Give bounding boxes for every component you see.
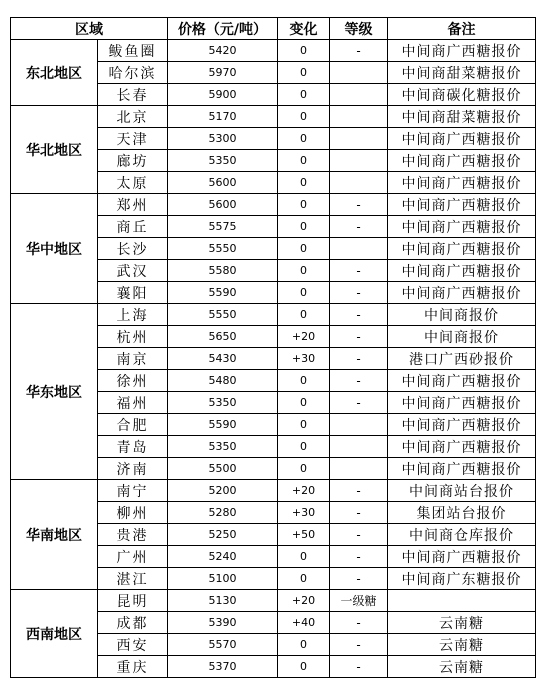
table-row [11,590,536,612]
price-cell: 5430 [168,348,278,370]
note-cell: 中间商广西糖报价 [388,128,536,150]
header-region: 区域 [11,18,168,40]
note-cell: 云南糖 [388,656,536,678]
city-cell: 郑州 [98,194,168,216]
region-name: 华东地区 [11,304,98,480]
note-cell: 中间商甜菜糖报价 [388,62,536,84]
grade-cell [330,172,388,194]
city-cell: 徐州 [98,370,168,392]
change-cell: 0 [278,634,330,656]
price-cell: 5600 [168,172,278,194]
change-cell: 0 [278,392,330,414]
note-cell: 中间商广西糖报价 [388,282,536,304]
grade-cell: - [330,194,388,216]
price-cell: 5170 [168,106,278,128]
price-cell: 5370 [168,656,278,678]
note-cell: 中间商广西糖报价 [388,414,536,436]
grade-cell: - [330,282,388,304]
price-cell: 5570 [168,634,278,656]
price-cell: 5130 [168,590,278,612]
city-cell: 成都 [98,612,168,634]
price-cell: 5590 [168,282,278,304]
region-name: 华中地区 [11,194,98,304]
price-cell: 5650 [168,326,278,348]
note-cell: 云南糖 [388,612,536,634]
change-cell: 0 [278,370,330,392]
note-cell: 中间商广西糖报价 [388,436,536,458]
change-cell: 0 [278,238,330,260]
city-cell: 长春 [98,84,168,106]
city-cell: 商丘 [98,216,168,238]
city-cell: 上海 [98,304,168,326]
change-cell: 0 [278,216,330,238]
price-cell: 5350 [168,392,278,414]
city-cell: 昆明 [98,590,168,612]
change-cell: 0 [278,172,330,194]
change-cell: 0 [278,62,330,84]
grade-cell [330,414,388,436]
price-cell: 5500 [168,458,278,480]
change-cell: +40 [278,612,330,634]
price-cell: 5480 [168,370,278,392]
note-cell: 中间商广西糖报价 [388,194,536,216]
grade-cell [330,128,388,150]
header-change: 变化 [278,18,330,40]
note-cell: 中间商广西糖报价 [388,392,536,414]
grade-cell: - [330,480,388,502]
change-cell: 0 [278,40,330,62]
note-cell: 集团站台报价 [388,502,536,524]
note-cell: 中间商广西糖报价 [388,216,536,238]
price-cell: 5590 [168,414,278,436]
note-cell: 中间商广西糖报价 [388,150,536,172]
city-cell: 福州 [98,392,168,414]
grade-cell [330,62,388,84]
note-cell: 港口广西砂报价 [388,348,536,370]
price-cell: 5550 [168,238,278,260]
price-cell: 5900 [168,84,278,106]
city-cell: 鲅鱼圈 [98,40,168,62]
price-cell: 5200 [168,480,278,502]
price-cell: 5575 [168,216,278,238]
table-body [11,40,536,678]
change-cell: 0 [278,458,330,480]
region-name: 东北地区 [11,40,98,106]
grade-cell: - [330,392,388,414]
city-cell: 杭州 [98,326,168,348]
grade-cell: - [330,656,388,678]
price-cell: 5300 [168,128,278,150]
grade-cell: - [330,612,388,634]
note-cell: 中间商广西糖报价 [388,40,536,62]
change-cell: 0 [278,106,330,128]
table-row [11,106,536,128]
note-cell: 中间商碳化糖报价 [388,84,536,106]
price-cell: 5600 [168,194,278,216]
grade-cell: - [330,568,388,590]
region-name: 华北地区 [11,106,98,194]
note-cell [388,590,536,612]
price-cell: 5350 [168,436,278,458]
grade-cell: - [330,304,388,326]
grade-cell: - [330,326,388,348]
table-row [11,40,536,62]
city-cell: 襄阳 [98,282,168,304]
note-cell: 中间商广东糖报价 [388,568,536,590]
change-cell: 0 [278,304,330,326]
change-cell: +30 [278,348,330,370]
change-cell: +20 [278,590,330,612]
city-cell: 重庆 [98,656,168,678]
city-cell: 廊坊 [98,150,168,172]
change-cell: +20 [278,480,330,502]
price-cell: 5970 [168,62,278,84]
price-cell: 5240 [168,546,278,568]
note-cell: 中间商甜菜糖报价 [388,106,536,128]
change-cell: 0 [278,568,330,590]
change-cell: 0 [278,546,330,568]
change-cell: 0 [278,282,330,304]
change-cell: 0 [278,194,330,216]
price-cell: 5390 [168,612,278,634]
grade-cell [330,106,388,128]
note-cell: 中间商广西糖报价 [388,260,536,282]
grade-cell: - [330,40,388,62]
note-cell: 中间商报价 [388,326,536,348]
change-cell: 0 [278,436,330,458]
note-cell: 中间商报价 [388,304,536,326]
grade-cell: - [330,216,388,238]
change-cell: 0 [278,656,330,678]
change-cell: 0 [278,260,330,282]
city-cell: 贵港 [98,524,168,546]
price-cell: 5280 [168,502,278,524]
grade-cell: - [330,546,388,568]
city-cell: 天津 [98,128,168,150]
city-cell: 广州 [98,546,168,568]
table-row [11,480,536,502]
table-row [11,304,536,326]
grade-cell: - [330,348,388,370]
grade-cell: 一级糖 [330,590,388,612]
header-note: 备注 [388,18,536,40]
header-grade: 等级 [330,18,388,40]
change-cell: +30 [278,502,330,524]
grade-cell [330,436,388,458]
note-cell: 中间商广西糖报价 [388,458,536,480]
change-cell: 0 [278,414,330,436]
city-cell: 柳州 [98,502,168,524]
note-cell: 中间商广西糖报价 [388,546,536,568]
city-cell: 长沙 [98,238,168,260]
grade-cell [330,84,388,106]
grade-cell: - [330,370,388,392]
city-cell: 南宁 [98,480,168,502]
change-cell: 0 [278,128,330,150]
price-cell: 5550 [168,304,278,326]
price-cell: 5100 [168,568,278,590]
header-row [11,18,536,40]
city-cell: 湛江 [98,568,168,590]
grade-cell: - [330,524,388,546]
price-cell: 5420 [168,40,278,62]
grade-cell: - [330,260,388,282]
city-cell: 哈尔滨 [98,62,168,84]
note-cell: 中间商广西糖报价 [388,370,536,392]
table-row [11,194,536,216]
change-cell: +20 [278,326,330,348]
price-cell: 5580 [168,260,278,282]
city-cell: 青岛 [98,436,168,458]
region-name: 西南地区 [11,590,98,678]
city-cell: 西安 [98,634,168,656]
note-cell: 中间商广西糖报价 [388,172,536,194]
grade-cell [330,458,388,480]
city-cell: 济南 [98,458,168,480]
city-cell: 太原 [98,172,168,194]
note-cell: 中间商仓库报价 [388,524,536,546]
city-cell: 南京 [98,348,168,370]
price-cell: 5350 [168,150,278,172]
change-cell: 0 [278,150,330,172]
grade-cell [330,238,388,260]
change-cell: +50 [278,524,330,546]
change-cell: 0 [278,84,330,106]
note-cell: 云南糖 [388,634,536,656]
grade-cell: - [330,634,388,656]
city-cell: 合肥 [98,414,168,436]
city-cell: 武汉 [98,260,168,282]
price-cell: 5250 [168,524,278,546]
header-price: 价格（元/吨） [168,18,278,40]
grade-cell: - [330,502,388,524]
region-name: 华南地区 [11,480,98,590]
city-cell: 北京 [98,106,168,128]
grade-cell [330,150,388,172]
note-cell: 中间商广西糖报价 [388,238,536,260]
note-cell: 中间商站台报价 [388,480,536,502]
sugar-price-table [10,17,536,678]
